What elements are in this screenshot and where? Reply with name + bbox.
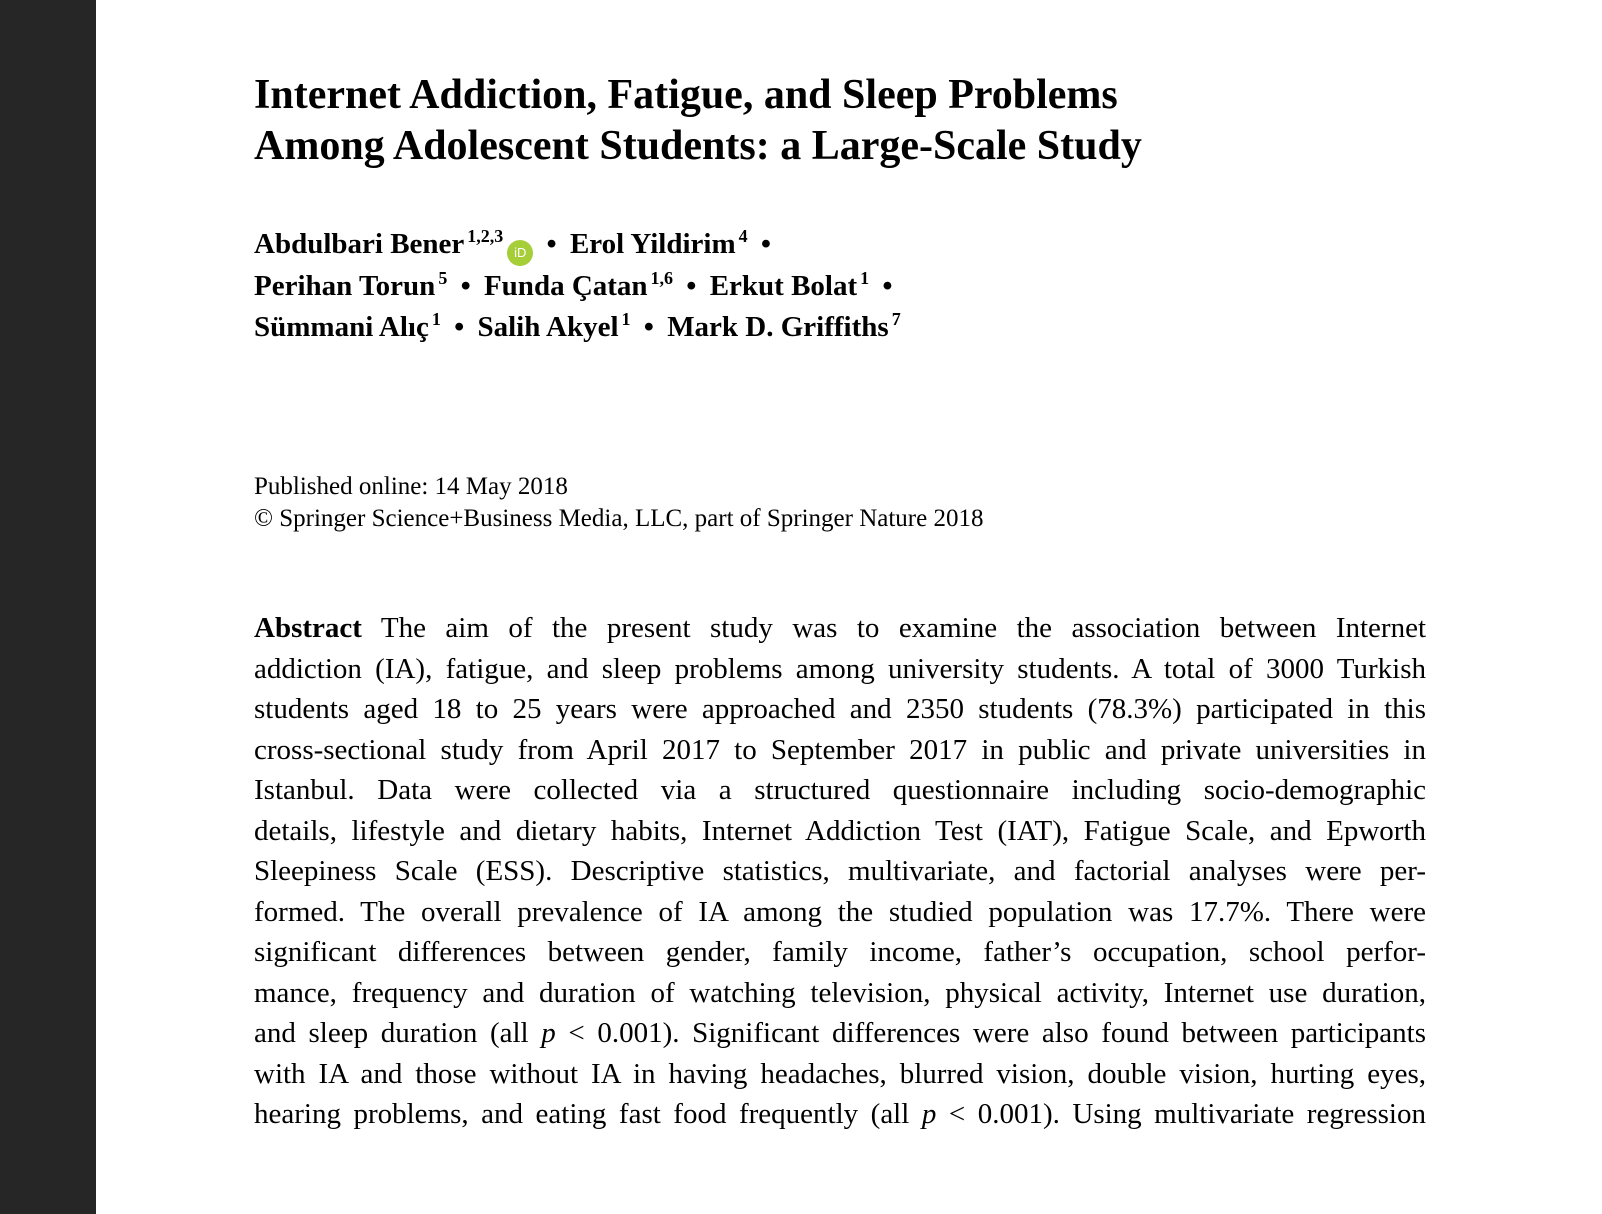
author-affiliation: 4: [738, 226, 748, 246]
author-affiliation: 7: [891, 309, 901, 329]
publication-info: [254, 471, 983, 535]
author-name: Mark D. Griffiths: [667, 311, 889, 343]
abstract-line: [254, 608, 1426, 649]
copyright-notice: © Springer Science+Business Media, LLC, part of Springer Nature 2018: [254, 505, 984, 532]
abstract-line: with IA and those without IA in having headaches, blurred vision, double vision, hurting eyes,: [254, 1057, 1426, 1090]
author-list: [254, 224, 901, 348]
author-name: Erol Yildirim: [569, 228, 736, 260]
author-line-2: [254, 266, 901, 307]
abstract-line: details, lifestyle and dietary habits, Internet Addiction Test (IAT), Fatigue Scale, and Epworth: [254, 814, 1426, 847]
abstract-text: The aim of the present study was to examine the association between Internet: [380, 612, 1426, 644]
author-line-1: [254, 224, 901, 266]
p-value-symbol: p: [921, 1098, 937, 1130]
abstract-line: [254, 1013, 1426, 1054]
abstract-line: students aged 18 to 25 years were approached and 2350 students (78.3%) participated in this: [254, 693, 1426, 725]
author-affiliation: 1: [621, 309, 631, 329]
abstract: [254, 608, 1426, 1135]
abstract-line: mance, frequency and duration of watching television, physical activity, Internet use duration,: [254, 976, 1426, 1009]
paper-title: [254, 70, 1142, 172]
abstract-text: and sleep duration (all: [254, 1017, 542, 1049]
author-separator: •: [760, 228, 772, 260]
author-separator: •: [454, 311, 465, 343]
abstract-text: hearing problems, and eating fast food frequently (all: [254, 1098, 922, 1130]
abstract-line: formed. The overall prevalence of IA among the studied population was 17.7%. There were: [254, 895, 1426, 928]
author-affiliation: 1: [431, 309, 441, 329]
author-name: Erkut Bolat: [709, 270, 858, 302]
abstract-line: Istanbul. Data were collected via a structured questionnaire including socio-demographic: [254, 774, 1426, 806]
author-affiliation: 5: [438, 268, 448, 288]
author-separator: •: [460, 270, 471, 302]
abstract-line: cross-sectional study from April 2017 to September 2017 in public and private universities in: [254, 733, 1426, 766]
author-affiliation: 1,6: [650, 268, 674, 288]
abstract-text: < 0.001). Significant differences were also found between participants: [555, 1017, 1426, 1049]
author-separator: •: [643, 311, 654, 343]
abstract-line: Sleepiness Scale (ESS). Descriptive statistics, multivariate, and factorial analyses were per-: [254, 855, 1426, 887]
published-date: Published online: 14 May 2018: [254, 473, 568, 500]
abstract-line: addiction (IA), fatigue, and sleep problems among university students. A total of 3000 Turkish: [254, 652, 1426, 685]
author-separator: •: [882, 270, 893, 302]
author-line-3: [254, 307, 901, 348]
abstract-text: < 0.001). Using multivariate regression: [936, 1098, 1426, 1130]
pdf-page: [96, 0, 1602, 1214]
author-name: Salih Akyel: [477, 311, 619, 343]
author-separator: •: [686, 270, 697, 302]
viewer-left-gutter: [0, 0, 96, 1214]
abstract-label: Abstract: [254, 612, 362, 644]
author-name: Sümmani Alıç: [254, 311, 429, 343]
abstract-line: [254, 1094, 1426, 1135]
orcid-icon[interactable]: iD: [507, 240, 533, 266]
author-affiliation: 1,2,3: [467, 226, 504, 246]
author-name: Funda Çatan: [483, 270, 648, 302]
author-name: Abdulbari Bener: [254, 228, 465, 260]
title-line-2: Among Adolescent Students: a Large-Scale Study: [254, 123, 1142, 169]
p-value-symbol: p: [541, 1017, 556, 1049]
author-name: Perihan Torun: [254, 270, 436, 302]
author-affiliation: 1: [860, 268, 870, 288]
abstract-line: significant differences between gender, family income, father’s occupation, school perfor-: [254, 936, 1426, 968]
author-separator: •: [546, 228, 557, 260]
title-line-1: Internet Addiction, Fatigue, and Sleep Problems: [254, 72, 1118, 118]
